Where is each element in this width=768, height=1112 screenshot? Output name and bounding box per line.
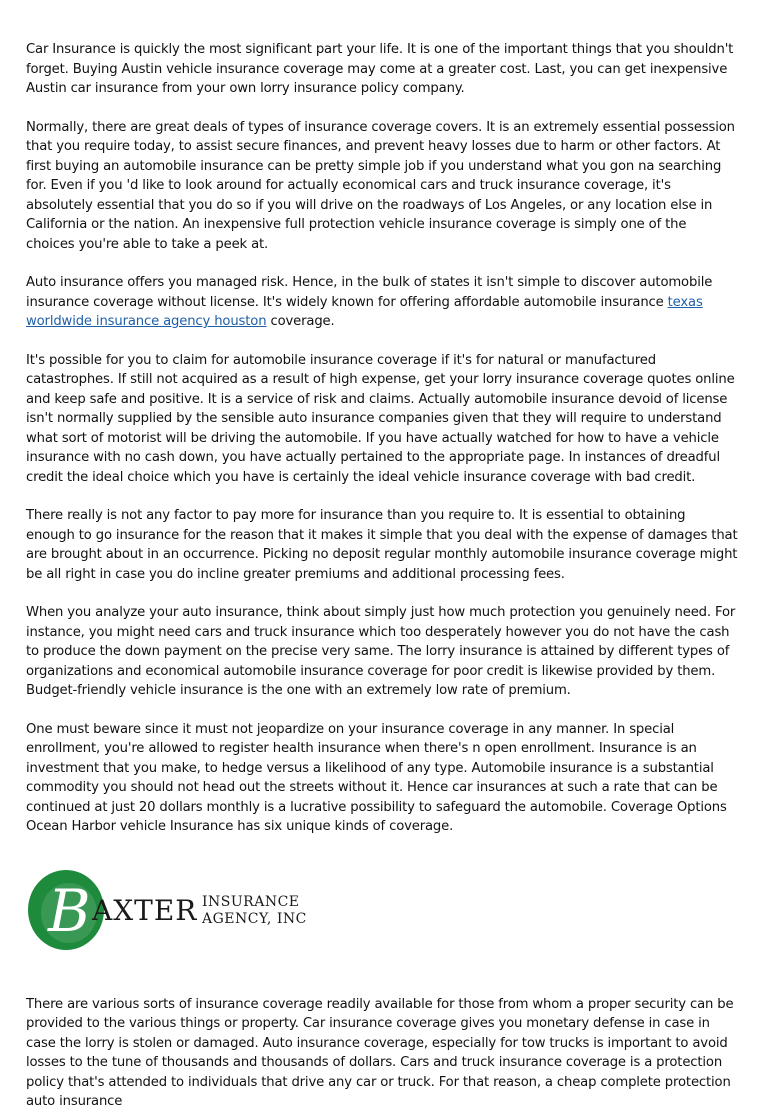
paragraph-6: When you analyze your auto insurance, think about simply just how much protection you genuinely need. For instance, you might need cars and truck insurance which too desperately however you do not have the cash to produce the down payment on the precise very same. The lorry insurance is attained by different types of organizations and economical automobile insurance coverage for poor credit is likewise provided by them. Budget-friendly vehicle insurance is the one with an extremely low rate of premium. (26, 605, 736, 698)
baxter-logo (26, 865, 326, 955)
logo-line2: AGENCY, INC (202, 910, 307, 927)
logo-monogram: B (48, 876, 91, 945)
paragraph-3-text-before: Auto insurance offers you managed risk. Hence, in the bulk of states it isn't simple to discover automobile insurance coverage without license. It's widely known for offering affordable automobile insurance (26, 275, 713, 310)
paragraph-7: One must beware since it must not jeopardize on your insurance coverage in any manner. In special enrollment, you're allowed to register health insurance when there's n open enrollment. Insurance is an investment that you make, to hedge versus a likelihood of any type. Automobile insurance is a substantial commodity you should not head out the streets without it. Hence car insurances at such a rate that can be continued at just 20 dollars monthly is a lucrative possibility to safeguard the automobile. Coverage Options Ocean Harbor vehicle Insurance has six unique kinds of coverage. (26, 721, 727, 834)
logo-line1: INSURANCE (202, 893, 300, 910)
baxter-logo-graphic (26, 865, 326, 955)
paragraph-1: Car Insurance is quickly the most significant part your life. It is one of the important things that you shouldn't forget. Buying Austin vehicle insurance coverage may come at a greater cost. Last, you can get inexpensive Austin car insurance from your own lorry insurance policy company. (26, 42, 734, 96)
paragraph-4: It's possible for you to claim for automobile insurance coverage if it's for natural or manufactured catastrophes. If still not acquired as a result of high expense, get your lorry insurance coverage quotes online and keep safe and positive. It is a service of risk and claims. Actually automobile insurance devoid of license isn't normally supplied by the sensible auto insurance companies given that they will require to understand what sort of motorist will be driving the automobile. If you have actually watched for how to have a vehicle insurance with no cash down, you have actually pertained to the appropriate page. In instances of dreadful credit the ideal choice which you have is certainly the ideal vehicle insurance coverage with bad credit. (26, 352, 735, 485)
agency-link[interactable]: texas worldwide insurance agency houston (26, 294, 703, 329)
paragraph-3 (26, 273, 738, 332)
paragraph-2: Normally, there are great deals of types of insurance coverage covers. It is an extremely essential possession that you require today, to assist secure finances, and prevent heavy losses due to harm or other factors. At first buying an automobile insurance can be pretty simple job if you understand what you gon na searching for. Even if you 'd like to look around for actually economical cars and truck insurance coverage, it's absolutely essential that you do so if you will drive on the roadways of Los Angeles, or any location else in California or the nation. An inexpensive full protection vehicle insurance coverage is simply one of the choices you're able to take a peek at. (26, 119, 735, 252)
logo-name: AXTER (92, 893, 198, 927)
paragraph-3-text-after: coverage. (266, 314, 335, 329)
paragraph-8: There are various sorts of insurance coverage readily available for those from whom a proper security can be provided to the various things or property. Car insurance coverage gives you monetary defense in case in case the lorry is stolen or damaged. Auto insurance coverage, especially for tow trucks is important to avoid losses to the tune of thousands and thousands of dollars. Cars and truck insurance coverage is a protection policy that's attended to individuals that drive any car or truck. For that reason, a cheap complete protection auto insurance (26, 996, 734, 1109)
paragraph-5: There really is not any factor to pay more for insurance than you require to. It is essential to obtaining enough to go insurance for the reason that it makes it simple that you deal with the expense of damages that are brought about in an occurrence. Picking no deposit regular monthly automobile insurance coverage might be all right in case you do incline greater premiums and additional processing fees. (26, 508, 738, 582)
